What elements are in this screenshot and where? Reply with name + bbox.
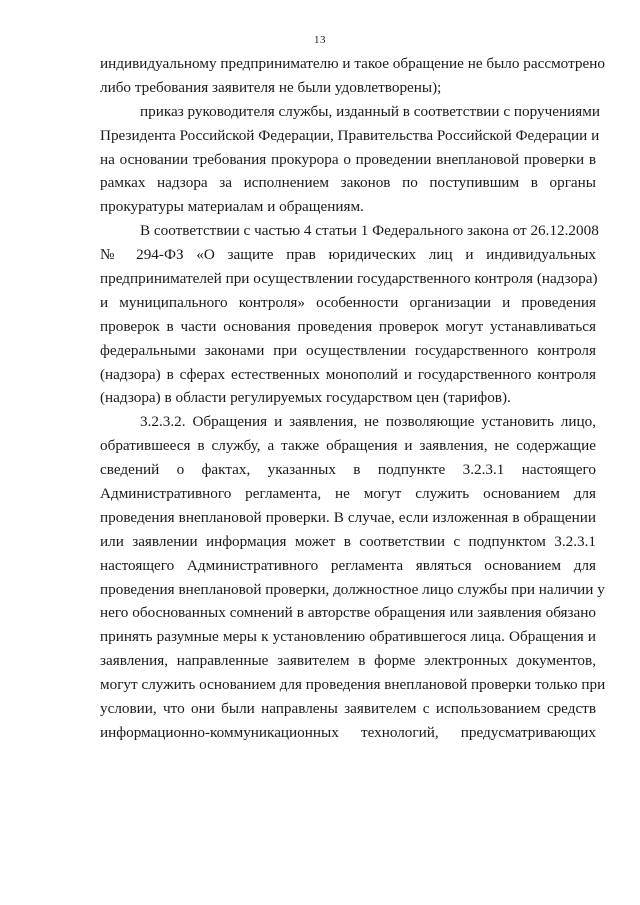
text-line: проведения внеплановой проверки. В случае, если изложенная в обращении xyxy=(100,508,596,526)
text-line: могут служить основанием для проведения внеплановой проверки только при xyxy=(100,676,606,694)
text-line: проверок в части основания проведения проверок могут устанавливаться xyxy=(100,317,596,335)
text-line: приказ руководителя службы, изданный в соответствии с поручениями xyxy=(140,102,600,120)
text-line: 3.2.3.2. Обращения и заявления, не позволяющие установить лицо, xyxy=(140,413,596,431)
text-line: него обоснованных сомнений в авторстве обращения или заявления обязано xyxy=(100,604,596,622)
text-line: В соответствии с частью 4 статьи 1 Федерального закона от 26.12.2008 xyxy=(140,222,599,240)
text-line: обратившееся в службу, а также обращения и заявления, не содержащие xyxy=(100,437,596,455)
text-line: предпринимателей при осуществлении государственного контроля (надзора) xyxy=(100,270,598,288)
text-line: заявления, направленные заявителем в форме электронных документов, xyxy=(100,652,596,670)
text-line: или заявлении информация может в соответствии с подпунктом 3.2.3.1 xyxy=(100,532,596,550)
text-line: либо требования заявителя не были удовлетворены); xyxy=(100,78,442,96)
text-line: федеральными законами при осуществлении государственного контроля xyxy=(100,341,596,359)
text-line: прокуратуры материалам и обращениям. xyxy=(100,198,364,216)
text-line: на основании требования прокурора о проведении внеплановой проверки в xyxy=(100,150,596,168)
text-line: сведений о фактах, указанных в подпункте 3.2.3.1 настоящего xyxy=(100,461,596,479)
text-line: (надзора) в сферах естественных монополий и государственного контроля xyxy=(100,365,596,383)
text-line: и муниципального контроля» особенности организации и проведения xyxy=(100,293,596,311)
text-line: настоящего Административного регламента являться основанием для xyxy=(100,556,596,574)
text-line: проведения внеплановой проверки, должностное лицо службы при наличии у xyxy=(100,580,605,598)
text-line: информационно-коммуникационных технологий, предусматривающих xyxy=(100,723,596,741)
text-line: Административного регламента, не могут служить основанием для xyxy=(100,485,596,503)
text-line: № 294-ФЗ «О защите прав юридических лиц и индивидуальных xyxy=(100,246,596,264)
page-number: 13 xyxy=(314,34,326,46)
document-body xyxy=(100,52,606,745)
text-line: индивидуальному предпринимателю и такое обращение не было рассмотрено xyxy=(100,55,605,72)
text-line: рамках надзора за исполнением законов по поступившим в органы xyxy=(100,174,596,192)
text-line: принять разумные меры к установлению обратившегося лица. Обращения и xyxy=(100,628,596,646)
text-line: условии, что они были направлены заявителем с использованием средств xyxy=(100,700,596,718)
text-line: Президента Российской Федерации, Правительства Российской Федерации и xyxy=(100,126,600,144)
text-line: (надзора) в области регулируемых государством цен (тарифов). xyxy=(100,389,511,407)
